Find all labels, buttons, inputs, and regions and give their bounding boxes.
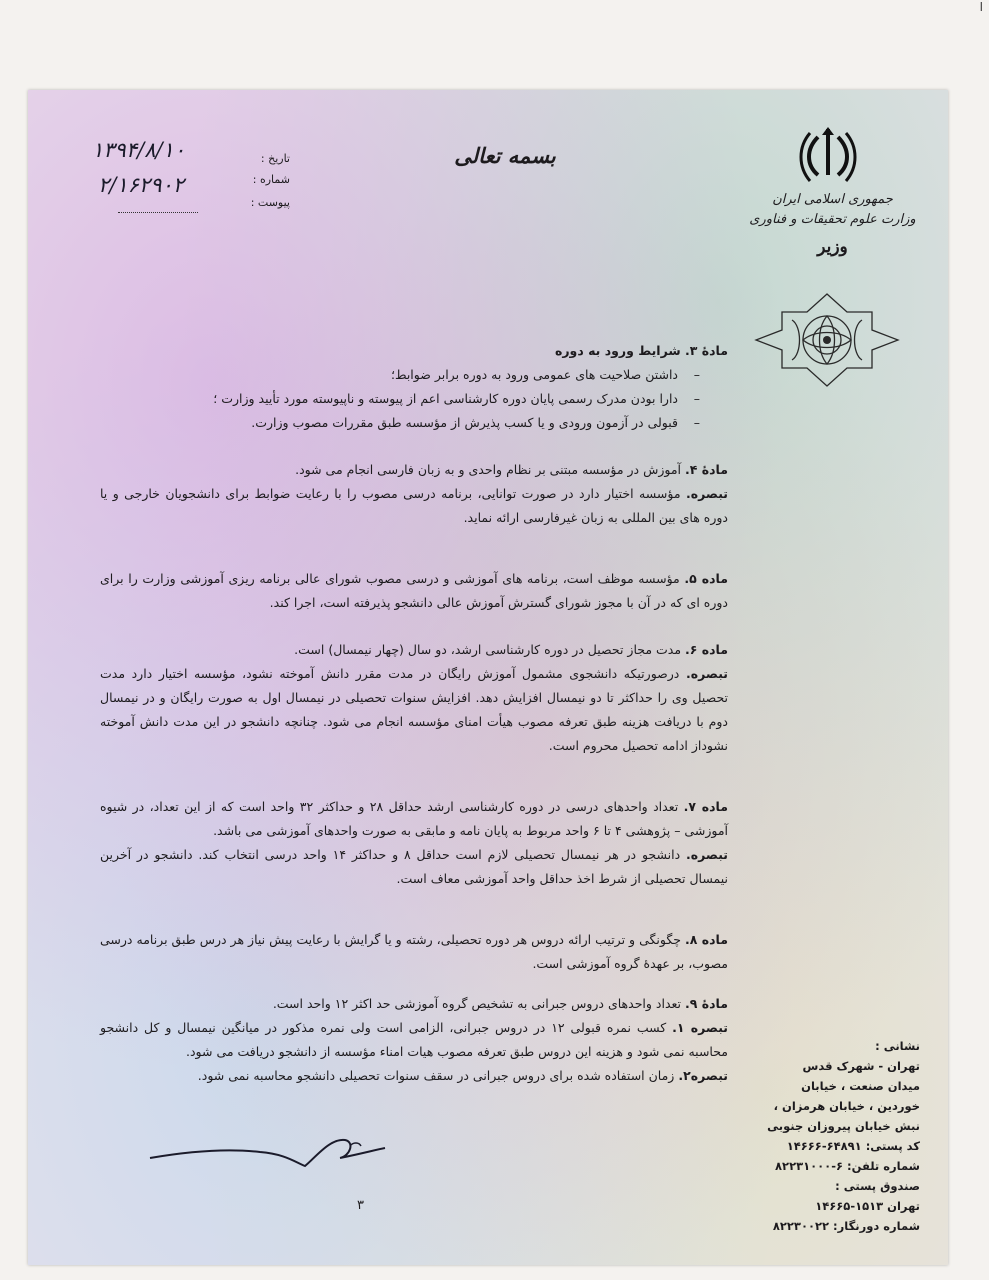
article-3-list (100, 363, 728, 435)
article-4-note-lead: تبصره. (685, 486, 728, 501)
address-line: نشانی : (875, 1039, 920, 1053)
article-8-lead: ماده ۸. (684, 932, 728, 947)
article-7-note (100, 843, 728, 891)
country-line: جمهوری اسلامی ایران (772, 192, 893, 207)
scan-margin (0, 0, 989, 88)
article-4-note (100, 482, 728, 530)
number-label: شماره : (252, 173, 290, 186)
islamic-ornament-icon (752, 290, 902, 390)
ministry-line: وزارت علوم تحقیقات و فناوری (749, 212, 916, 227)
article-6-paragraph (100, 638, 728, 662)
address-line: کد پستی: ۶۴۸۹۱-۱۴۶۶۶ (786, 1139, 920, 1153)
article-3-bullet: – دارا بودن مدرک رسمی پایان دوره کارشناسی اعم از پیوسته و ناپیوسته مورد تأیید وزارت ؛ (100, 387, 700, 411)
ministry-header (740, 190, 925, 260)
article-3-title: مادهٔ ۳. شرایط ورود به دوره (554, 343, 728, 358)
article-3-bullet: – داشتن صلاحیت های عمومی ورود به دوره برابر ضوابط؛ (100, 363, 700, 387)
article-4 (100, 458, 728, 530)
article-4-paragraph (100, 458, 728, 482)
article-3 (100, 339, 728, 435)
article-6-text: مدت مجاز تحصیل در دوره کارشناسی ارشد، دو سال (چهار نیمسال) است. (294, 642, 682, 657)
page-number: ۳ (357, 1198, 364, 1213)
address-line: خوردین ، خیابان هرمزان ، (773, 1099, 920, 1113)
article-5-lead: ماده ۵. (684, 571, 728, 586)
article-5 (100, 567, 728, 615)
signature-icon (145, 1128, 395, 1173)
address-line: میدان صنعت ، خیابان (801, 1079, 920, 1093)
article-7-lead: ماده ۷. (683, 799, 728, 814)
article-9-note-1-lead: تبصره ۱. (672, 1020, 728, 1035)
date-label: تاریخ : (260, 152, 290, 165)
address-line: صندوق پستی : (835, 1179, 920, 1193)
article-9-note-2-lead: تبصره۲. (678, 1068, 728, 1083)
article-7-note-lead: تبصره. (685, 847, 728, 862)
article-3-bullet: – قبولی در آزمون ورودی و یا کسب پذیرش از مؤسسه طبق مقررات مصوب وزارت. (100, 411, 700, 435)
article-6-lead: ماده ۶. (685, 642, 728, 657)
article-8 (100, 928, 728, 976)
article-7 (100, 795, 728, 891)
article-6 (100, 638, 728, 758)
article-9-note-2-text: زمان استفاده شده برای دروس جبرانی در سقف سنوات تحصیلی دانشجو محاسبه نمی شود. (197, 1068, 675, 1083)
article-9-note-1-text: کسب نمره قبولی ۱۲ در دروس جبرانی، الزامی است ولی نمره مذکور در میانگین نیمسال و کل دانشجو محاسبه نمی شود و هزینه این دروس طبق تعرفه مصوب هیات امناء مؤسسه از دانشجو دریافت می شود. (100, 1020, 728, 1059)
attachment-label: پیوست : (250, 196, 290, 209)
iran-emblem-icon (796, 125, 860, 187)
article-9-note-2 (100, 1064, 728, 1088)
article-7-text: تعداد واحدهای درسی در دوره کارشناسی ارشد حداقل ۲۸ و حداکثر ۳۲ واحد است که از این تعداد، در شیوه آموزشی – پژوهشی ۴ تا ۶ واحد مربوط به پایان نامه و مابقی به صورت واحدهای آموزشی می باشد. (100, 799, 728, 838)
address-line: تهران - شهرک قدس (802, 1059, 920, 1073)
article-4-note-text: مؤسسه اختیار دارد در صورت توانایی، برنامه درسی مصوب را با رعایت ضوابط برای دانشجویان خارجی و یا دوره های بین المللی به زبان غیرفارسی ارائه نماید. (100, 486, 728, 525)
article-4-lead: مادهٔ ۴. (685, 462, 728, 477)
article-7-paragraph (100, 795, 728, 843)
address-line: شماره دورنگار: ۸۲۲۳۰۰۲۲ (772, 1219, 920, 1233)
article-4-text: آموزش در مؤسسه مبتنی بر نظام واحدی و به زبان فارسی انجام می شود. (295, 462, 682, 477)
article-6-note-lead: تبصره. (685, 666, 728, 681)
attachment-dotted-line (118, 212, 198, 213)
article-6-note-text: درصورتیکه دانشجوی مشمول آموزش رایگان در مدت مقرر دانش آموخته نشود، مؤسسه اختیار دارد مدت تحصیل وی را حداکثر تا دو نیمسال افزایش دهد. افزایش سنوات تحصیلی در نیمسال اول به صورت رایگان و در نیمسال دوم با دریافت هزینه طبق تعرفه مصوب هیأت امنای مؤسسه انجام می شود. چنانچه دانشجو در این مدت دانش آموخته نشوداز ادامه تحصیل محروم است. (100, 666, 728, 753)
address-line: نبش خیابان پیروزان جنوبی (767, 1119, 920, 1133)
minister-title: وزیر (817, 237, 848, 257)
corner-mark: ا (979, 0, 983, 14)
address-line: تهران ۱۵۱۳-۱۴۶۶۵ (815, 1199, 920, 1213)
handwritten-number: ۲/۱۶۲۹۰۲ (98, 173, 185, 197)
article-9 (100, 992, 728, 1088)
article-8-text: چگونگی و ترتیب ارائه دروس هر دوره تحصیلی، رشته و یا گرایش با رعایت پیش نیاز هر درس طبق برنامه درسی مصوب، بر عهدهٔ گروه آموزشی است. (100, 932, 728, 971)
letter-meta-labels (210, 148, 290, 213)
besmellah-heading: بسمه تعالی (454, 143, 556, 168)
handwritten-date: ۱۳۹۴/۸/۱۰ (92, 138, 186, 162)
address-line: شماره تلفن: ۶-۸۲۲۳۱۰۰۰ (775, 1159, 920, 1173)
article-7-note-text: دانشجو در هر نیمسال تحصیلی لازم است حداقل ۸ و حداکثر ۱۴ واحد درسی انتخاب کند. دانشجو در آخرین نیمسال تحصیلی از شرط اخذ حداقل واحد آموزشی معاف است. (100, 847, 728, 886)
article-6-note (100, 662, 728, 758)
article-9-text: تعداد واحدهای دروس جبرانی به تشخیص گروه آموزشی حد اکثر ۱۲ واحد است. (272, 996, 682, 1011)
article-9-paragraph (100, 992, 728, 1016)
article-9-lead: مادهٔ ۹. (685, 996, 728, 1011)
address-block (742, 1036, 920, 1236)
article-5-text: مؤسسه موظف است، برنامه های آموزشی و درسی مصوب شورای عالی برنامه ریزی آموزشی وزارت را برای دوره ای که در آن با مجوز شورای گسترش آموزش عالی دانشجو پذیرفته است، اجرا کند. (100, 571, 728, 610)
article-9-note-1 (100, 1016, 728, 1064)
